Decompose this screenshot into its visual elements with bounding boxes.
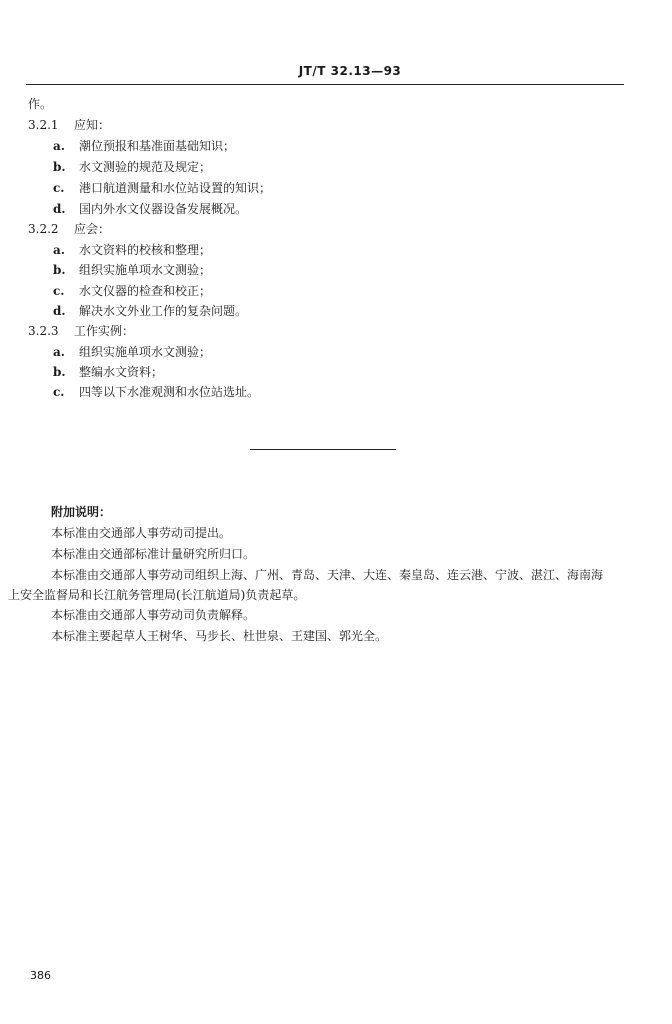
note-line: 本标准由交通部人事劳动司负责解释。 — [51, 608, 256, 622]
list-marker: c. — [53, 181, 65, 195]
list-item — [53, 364, 163, 380]
list-item-text: 水文仪器的检查和校正； — [79, 284, 212, 298]
list-item-text: 水文测验的规范及规定； — [79, 160, 212, 174]
list-marker: d. — [53, 304, 66, 318]
section-number: 3.2.1 — [28, 118, 59, 132]
list-marker: a. — [53, 345, 65, 359]
carryover-text: 作。 — [28, 97, 53, 111]
list-item — [53, 283, 211, 299]
list-marker: b. — [53, 160, 66, 174]
list-item — [53, 159, 211, 175]
list-item-text: 解决水文外业工作的复杂问题。 — [79, 304, 248, 318]
list-marker: c. — [53, 284, 65, 298]
section-title: 应会： — [74, 222, 111, 236]
list-item — [53, 344, 211, 360]
note-line: 本标准由交通部人事劳动司提出。 — [51, 526, 232, 540]
section-title: 应知： — [74, 118, 111, 132]
list-marker: a. — [53, 139, 65, 153]
list-marker: d. — [53, 202, 66, 216]
page-number: 386 — [30, 969, 51, 982]
section-3-2-3 — [28, 323, 134, 339]
list-marker: a. — [53, 243, 65, 257]
list-item-text: 整编水文资料； — [79, 365, 164, 379]
note-line-continued: 上安全监督局和长江航务管理局(长江航道局)负责起草。 — [8, 588, 306, 602]
list-marker: c. — [53, 385, 65, 399]
list-item-text: 港口航道测量和水位站设置的知识； — [79, 181, 272, 195]
section-title: 工作实例： — [74, 324, 135, 338]
list-item — [53, 201, 247, 217]
note-line: 本标准由交通部人事劳动司组织上海、广州、青岛、天津、大连、秦皇岛、连云港、宁波、湛江、海南海 — [51, 568, 604, 582]
list-item-text: 国内外水文仪器设备发展概况。 — [79, 202, 248, 216]
list-item-text: 潮位预报和基准面基础知识； — [79, 139, 236, 153]
list-item — [53, 384, 259, 400]
list-item-text: 组织实施单项水文测验； — [79, 263, 212, 277]
note-line: 本标准由交通部标准计量研究所归口。 — [51, 547, 256, 561]
notes-heading: 附加说明： — [51, 505, 112, 519]
list-marker: b. — [53, 365, 66, 379]
document-code: JT/T 32.13—93 — [298, 64, 402, 78]
list-item-text: 水文资料的校核和整理； — [79, 243, 212, 257]
section-3-2-1 — [28, 117, 110, 133]
end-of-text-rule — [250, 449, 396, 450]
note-line: 本标准主要起草人王树华、马步长、杜世泉、王建国、郭光全。 — [51, 629, 388, 643]
section-number: 3.2.2 — [28, 222, 59, 236]
list-item — [53, 303, 247, 319]
list-item — [53, 242, 211, 258]
list-item-text: 组织实施单项水文测验； — [79, 345, 212, 359]
header-rule — [26, 84, 624, 85]
section-3-2-2 — [28, 221, 110, 237]
section-number: 3.2.3 — [28, 324, 59, 338]
list-marker: b. — [53, 263, 66, 277]
list-item — [53, 262, 211, 278]
list-item-text: 四等以下水准观测和水位站选址。 — [79, 385, 260, 399]
list-item — [53, 180, 271, 196]
list-item — [53, 138, 235, 154]
